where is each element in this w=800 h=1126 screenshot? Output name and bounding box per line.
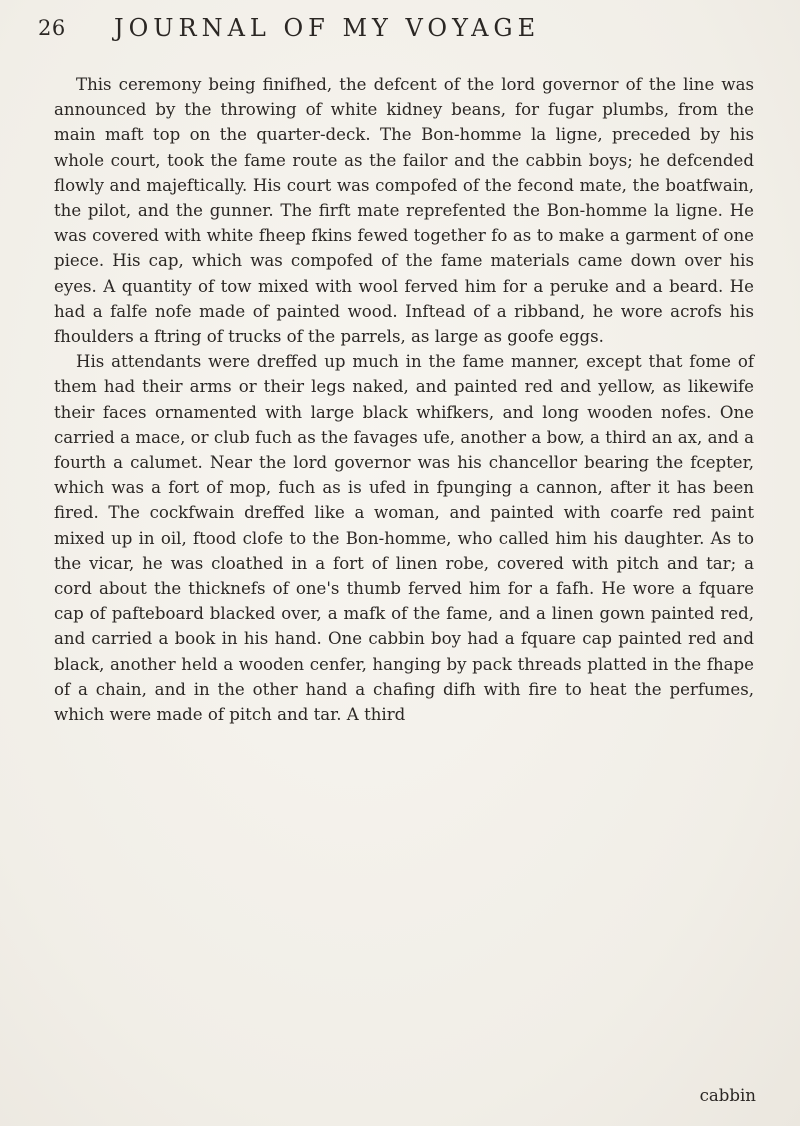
page-header xyxy=(38,10,758,50)
running-head: JOURNAL OF MY VOYAGE xyxy=(114,14,541,42)
body-text xyxy=(54,72,754,727)
page-number: 26 xyxy=(38,16,66,40)
paragraph: His attendants were dreffed up much in the fame manner, except that fome of them had their arms or their legs naked, and painted red and yellow, as likewife their faces ornamented with large black whifkers, and long wooden nofes. One carried a mace, or club fuch as the favages ufe, another a bow, a third an ax, and a fourth a calumet. Near the lord governor was his chancellor bearing the fcepter, which was a fort of mop, fuch as is ufed in fpunging a cannon, after it has been fired. The cockfwain dreffed like a woman, and painted with coarfe red paint mixed up in oil, ftood clofe to the Bon-homme, who called him his daughter. As to the vicar, he was cloathed in a fort of linen robe, covered with pitch and tar; a cord about the thicknefs of one's thumb ferved him for a fafh. He wore a fquare cap of pafteboard blacked over, a mafk of the fame, and a linen gown painted red, and carried a book in his hand. One cabbin boy had a fquare cap painted red and black, another held a wooden cenfer, hanging by pack threads platted in the fhape of a chain, and in the other hand a chafing difh with fire to heat the perfumes, which were made of pitch and tar. A third xyxy=(54,352,754,725)
paragraph: This ceremony being finifhed, the defcent of the lord governor of the line was announced by the throwing of white kidney beans, for fugar plumbs, from the main maft top on the quarter-deck. The Bon-homme la ligne, preceded by his whole court, took the fame route as the failor and the cabbin boys; he defcended flowly and majeftically. His court was compofed of the fecond mate, the boatfwain, the pilot, and the gunner. The firft mate reprefented the Bon-homme la ligne. He was covered with white fheep fkins fewed together fo as to make a garment of one piece. His cap, which was compofed of the fame materials came down over his eyes. A quantity of tow mixed with wool ferved him for a peruke and a beard. He had a falfe nofe made of painted wood. Inftead of a ribband, he wore acrofs his fhoulders a ftring of trucks of the parrels, as large as goofe eggs. xyxy=(54,75,754,347)
catchword: cabbin xyxy=(699,1086,756,1105)
